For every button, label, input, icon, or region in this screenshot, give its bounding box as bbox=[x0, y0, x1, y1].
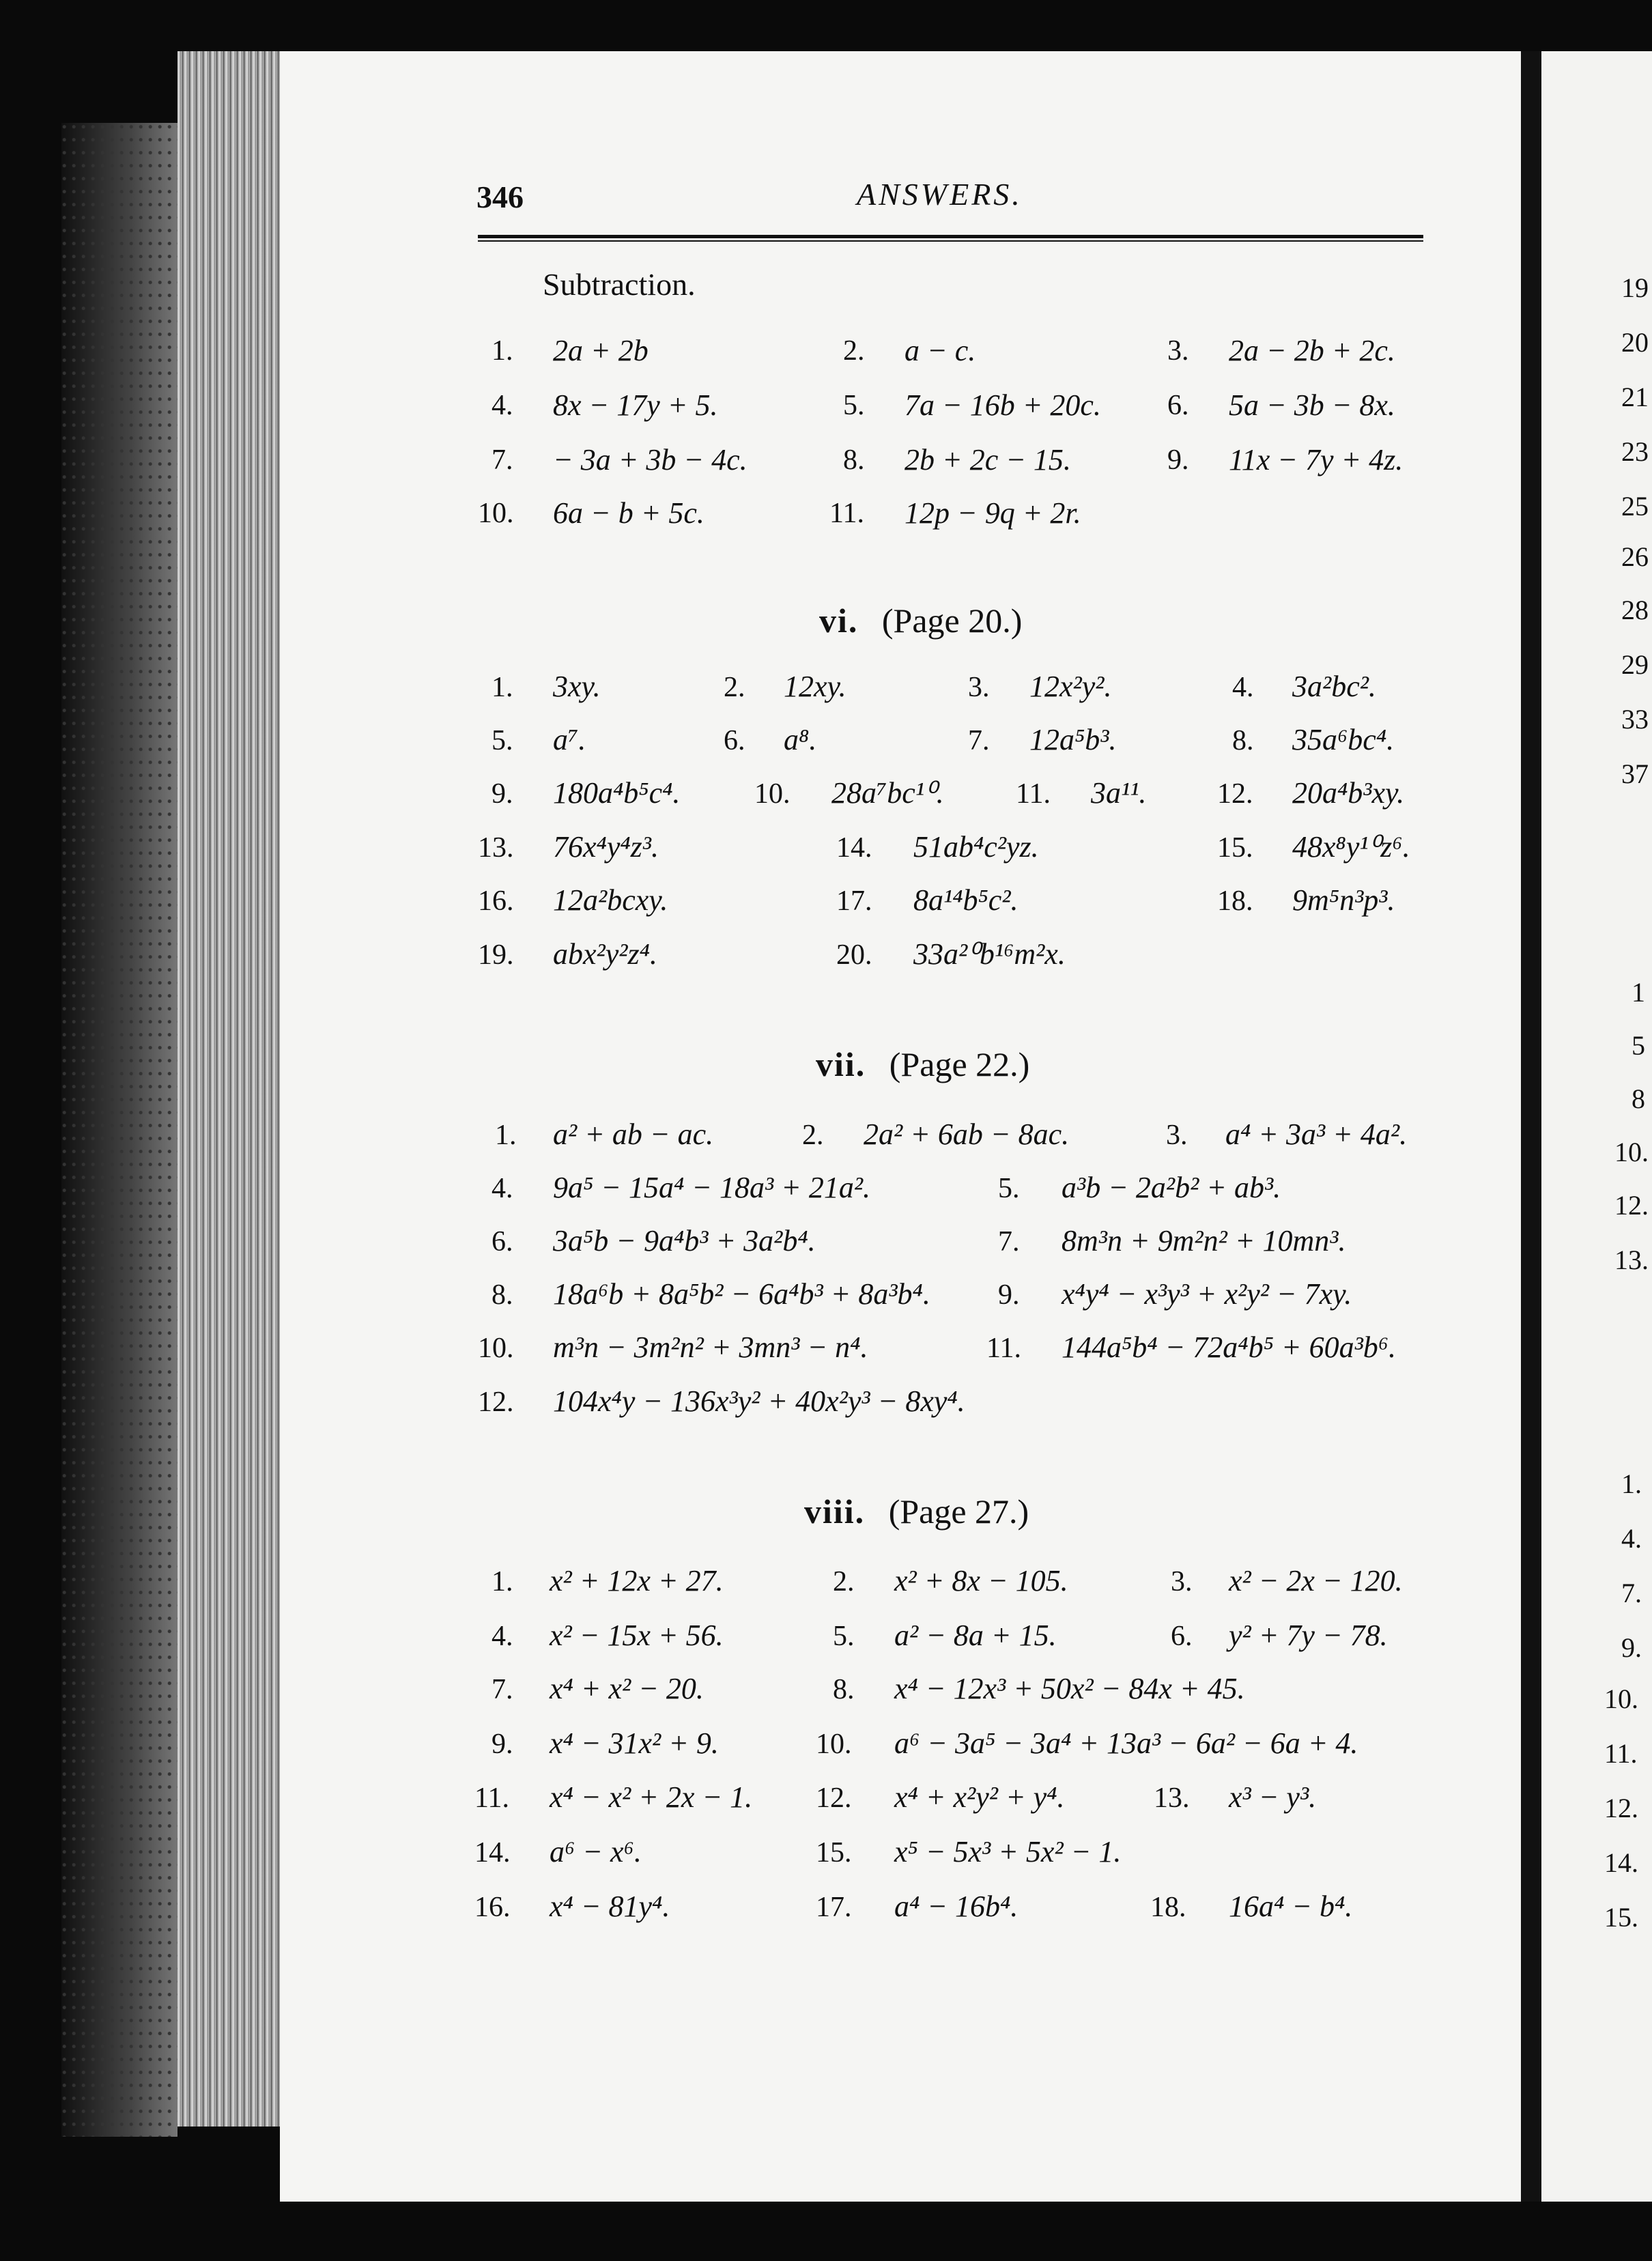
answer-number: 6. bbox=[1167, 390, 1189, 421]
section-page-ref: (Page 27.) bbox=[888, 1492, 1029, 1531]
answer-number: 16. bbox=[474, 1892, 511, 1923]
margin-number: 33 bbox=[1621, 704, 1649, 735]
margin-number: 26 bbox=[1621, 541, 1649, 572]
answer-number: 1. bbox=[495, 1120, 517, 1151]
answer-number: 7. bbox=[492, 1674, 513, 1705]
answer-number: 18. bbox=[1150, 1892, 1186, 1923]
answer-expression: 2b + 2c − 15. bbox=[905, 443, 1071, 477]
answer-expression: x⁴ − x² + 2x − 1. bbox=[550, 1780, 753, 1814]
answer-expression: m³n − 3m²n² + 3mn³ − n⁴. bbox=[553, 1331, 868, 1364]
answer-number: 7. bbox=[968, 725, 990, 756]
margin-number: 7. bbox=[1621, 1578, 1642, 1608]
margin-number: 1. bbox=[1621, 1468, 1642, 1499]
answer-expression: y² + 7y − 78. bbox=[1229, 1619, 1388, 1652]
answer-expression: a⁷. bbox=[553, 723, 586, 756]
answer-number: 2. bbox=[724, 672, 745, 703]
answer-expression: 7a − 16b + 20c. bbox=[905, 388, 1101, 422]
margin-number: 28 bbox=[1621, 595, 1649, 625]
answer-number: 19. bbox=[478, 939, 514, 971]
answer-expression: x² + 12x + 27. bbox=[550, 1564, 724, 1597]
section-heading-viii bbox=[804, 1492, 1029, 1531]
answer-number: 3. bbox=[1167, 335, 1189, 367]
answer-expression: a − c. bbox=[905, 334, 976, 367]
answer-number: 10. bbox=[816, 1729, 852, 1760]
answer-number: 8. bbox=[833, 1674, 855, 1705]
answer-number: 5. bbox=[998, 1173, 1020, 1204]
answer-expression: x² + 8x − 105. bbox=[894, 1564, 1068, 1597]
answer-expression: a⁴ + 3a³ + 4a². bbox=[1225, 1118, 1408, 1151]
answer-number: 12. bbox=[1217, 778, 1253, 810]
answer-number: 8. bbox=[492, 1279, 513, 1311]
answer-number: 12. bbox=[816, 1782, 852, 1814]
answer-expression: 2a + 2b bbox=[553, 334, 649, 367]
answer-expression: x⁵ − 5x³ + 5x² − 1. bbox=[894, 1835, 1122, 1868]
answer-number: 14. bbox=[836, 832, 872, 864]
answer-number: 11. bbox=[986, 1333, 1021, 1364]
answer-number: 8. bbox=[843, 444, 865, 476]
answer-number: 5. bbox=[843, 390, 865, 421]
answer-expression: a⁶ − 3a⁵ − 3a⁴ + 13a³ − 6a² − 6a + 4. bbox=[894, 1726, 1358, 1760]
answer-number: 15. bbox=[1217, 832, 1253, 864]
answer-number: 4. bbox=[492, 1621, 513, 1652]
answer-number: 5. bbox=[833, 1621, 855, 1652]
page-number: 346 bbox=[476, 180, 524, 214]
margin-number: 20 bbox=[1621, 327, 1649, 358]
answer-expression: a⁶ − x⁶. bbox=[550, 1835, 642, 1868]
answer-expression: 12p − 9q + 2r. bbox=[905, 496, 1081, 530]
answer-expression: 3xy. bbox=[553, 670, 601, 703]
answer-expression: 20a⁴b³xy. bbox=[1292, 776, 1405, 810]
answer-number: 5. bbox=[492, 725, 513, 756]
answer-number: 12. bbox=[478, 1387, 514, 1418]
answer-expression: 48x⁸y¹⁰z⁶. bbox=[1292, 830, 1410, 864]
answer-expression: 8a¹⁴b⁵c². bbox=[913, 883, 1019, 917]
answer-expression: 28a⁷bc¹⁰. bbox=[831, 776, 944, 810]
answer-expression: 104x⁴y − 136x³y² + 40x²y³ − 8xy⁴. bbox=[553, 1384, 965, 1418]
answer-expression: 11x − 7y + 4z. bbox=[1229, 443, 1404, 477]
answer-expression: 144a⁵b⁴ − 72a⁴b⁵ + 60a³b⁶. bbox=[1062, 1331, 1397, 1364]
answer-number: 1. bbox=[492, 1566, 513, 1597]
answer-expression: a⁸. bbox=[784, 723, 817, 756]
answer-expression: 3a²bc². bbox=[1292, 670, 1376, 703]
answer-expression: x⁴ + x² − 20. bbox=[550, 1672, 704, 1705]
margin-number: 29 bbox=[1621, 649, 1649, 680]
answer-expression: x⁴ − 12x³ + 50x² − 84x + 45. bbox=[894, 1672, 1245, 1705]
answer-number: 15. bbox=[816, 1837, 852, 1868]
answer-expression: x⁴ − 31x² + 9. bbox=[550, 1726, 719, 1760]
answer-number: 13. bbox=[478, 832, 514, 864]
answer-expression: 35a⁶bc⁴. bbox=[1292, 723, 1395, 756]
answer-number: 4. bbox=[492, 390, 513, 421]
answer-number: 3. bbox=[1171, 1566, 1193, 1597]
answer-number: 11. bbox=[829, 498, 864, 529]
answer-expression: abx²y²z⁴. bbox=[553, 937, 657, 971]
answer-number: 3. bbox=[1166, 1120, 1188, 1151]
answer-number: 13. bbox=[1154, 1782, 1190, 1814]
answer-expression: 3a¹¹. bbox=[1091, 776, 1147, 810]
margin-number: 37 bbox=[1621, 758, 1649, 789]
answer-number: 1. bbox=[492, 672, 513, 703]
answer-number: 20. bbox=[836, 939, 872, 971]
answer-number: 6. bbox=[724, 725, 745, 756]
margin-number: 10. bbox=[1604, 1683, 1638, 1714]
answer-number: 1. bbox=[492, 335, 513, 367]
answer-number: 7. bbox=[492, 444, 513, 476]
header-rule-thin bbox=[478, 240, 1423, 242]
margin-number: 10. bbox=[1614, 1137, 1649, 1167]
answer-expression: x⁴y⁴ − x³y³ + x²y² − 7xy. bbox=[1062, 1277, 1352, 1311]
answer-expression: a² − 8a + 15. bbox=[894, 1619, 1057, 1652]
answer-expression: x⁴ − 81y⁴. bbox=[550, 1890, 670, 1923]
answer-number: 9. bbox=[492, 778, 513, 810]
margin-number: 9. bbox=[1621, 1632, 1642, 1663]
answer-number: 3. bbox=[968, 672, 990, 703]
margin-number: 1 bbox=[1632, 977, 1645, 1008]
margin-number: 25 bbox=[1621, 491, 1649, 522]
answer-number: 9. bbox=[492, 1729, 513, 1760]
answer-number: 2. bbox=[802, 1120, 824, 1151]
margin-number: 5 bbox=[1632, 1030, 1645, 1061]
answer-expression: − 3a + 3b − 4c. bbox=[553, 443, 747, 477]
answer-number: 10. bbox=[478, 1333, 514, 1364]
answer-expression: x³ − y³. bbox=[1229, 1780, 1317, 1814]
answer-expression: 9m⁵n³p³. bbox=[1292, 883, 1395, 917]
answer-expression: 2a² + 6ab − 8ac. bbox=[864, 1118, 1070, 1151]
section-heading-vii bbox=[816, 1044, 1029, 1084]
margin-number: 8 bbox=[1632, 1083, 1645, 1114]
answer-number: 16. bbox=[478, 885, 514, 917]
answer-expression: x⁴ + x²y² + y⁴. bbox=[894, 1780, 1065, 1814]
answer-expression: x² − 15x + 56. bbox=[550, 1619, 724, 1652]
answer-number: 6. bbox=[1171, 1621, 1193, 1652]
section-roman: vii. bbox=[816, 1045, 866, 1083]
answer-expression: 76x⁴y⁴z³. bbox=[553, 830, 659, 864]
answer-number: 9. bbox=[1167, 444, 1189, 476]
section-heading-vi bbox=[819, 601, 1022, 640]
answer-expression: a² + ab − ac. bbox=[553, 1118, 714, 1151]
running-head: ANSWERS. bbox=[857, 177, 1023, 212]
answer-number: 18. bbox=[1217, 885, 1253, 917]
margin-number: 4. bbox=[1621, 1523, 1642, 1554]
subtraction-title: Subtraction. bbox=[543, 267, 696, 302]
answer-expression: 9a⁵ − 15a⁴ − 18a³ + 21a². bbox=[553, 1171, 871, 1204]
section-page-ref: (Page 20.) bbox=[881, 601, 1023, 640]
section-roman: vi. bbox=[819, 601, 859, 640]
answer-number: 14. bbox=[474, 1837, 511, 1868]
answer-number: 9. bbox=[998, 1279, 1020, 1311]
answer-expression: 51ab⁴c²yz. bbox=[913, 830, 1039, 864]
answer-expression: a³b − 2a²b² + ab³. bbox=[1062, 1171, 1281, 1204]
answer-expression: 18a⁶b + 8a⁵b² − 6a⁴b³ + 8a³b⁴. bbox=[553, 1277, 930, 1311]
answer-number: 7. bbox=[998, 1226, 1020, 1257]
margin-number: 11. bbox=[1604, 1738, 1638, 1769]
answer-number: 10. bbox=[478, 498, 514, 529]
answer-expression: 12a²bcxy. bbox=[553, 883, 668, 917]
answer-expression: 12x²y². bbox=[1029, 670, 1112, 703]
answer-number: 2. bbox=[833, 1566, 855, 1597]
answer-number: 2. bbox=[843, 335, 865, 367]
answer-expression: 33a²⁰b¹⁶m²x. bbox=[913, 937, 1066, 971]
answer-expression: 180a⁴b⁵c⁴. bbox=[553, 776, 681, 810]
margin-number: 12. bbox=[1604, 1793, 1638, 1823]
margin-number: 13. bbox=[1614, 1245, 1649, 1275]
answer-expression: 12xy. bbox=[784, 670, 846, 703]
page-gutter bbox=[1521, 51, 1541, 2202]
margin-number: 21 bbox=[1621, 382, 1649, 412]
answer-number: 17. bbox=[836, 885, 872, 917]
page-edges bbox=[177, 51, 287, 2127]
margin-number: 19 bbox=[1621, 272, 1649, 303]
answer-number: 11. bbox=[474, 1782, 509, 1814]
answer-expression: x² − 2x − 120. bbox=[1229, 1564, 1403, 1597]
answer-expression: 2a − 2b + 2c. bbox=[1229, 334, 1395, 367]
answer-number: 10. bbox=[754, 778, 791, 810]
answer-expression: 12a⁵b³. bbox=[1029, 723, 1117, 756]
margin-number: 12. bbox=[1614, 1190, 1649, 1221]
section-roman: viii. bbox=[804, 1492, 866, 1531]
margin-number: 14. bbox=[1604, 1847, 1638, 1878]
answer-expression: 5a − 3b − 8x. bbox=[1229, 388, 1395, 422]
answer-number: 17. bbox=[816, 1892, 852, 1923]
answer-expression: 8m³n + 9m²n² + 10mn³. bbox=[1062, 1224, 1346, 1257]
answer-number: 6. bbox=[492, 1226, 513, 1257]
margin-number: 23 bbox=[1621, 436, 1649, 467]
answer-number: 11. bbox=[1016, 778, 1051, 810]
answer-expression: 8x − 17y + 5. bbox=[553, 388, 718, 422]
answer-expression: 16a⁴ − b⁴. bbox=[1229, 1890, 1353, 1923]
book-edge-shadow bbox=[61, 123, 177, 2137]
facing-page-fragment bbox=[1541, 51, 1652, 2202]
answer-number: 4. bbox=[1232, 672, 1254, 703]
answer-expression: 6a − b + 5c. bbox=[553, 496, 704, 530]
answer-expression: 3a⁵b − 9a⁴b³ + 3a²b⁴. bbox=[553, 1224, 816, 1257]
header-rule bbox=[478, 235, 1423, 238]
margin-number: 15. bbox=[1604, 1902, 1638, 1933]
section-page-ref: (Page 22.) bbox=[889, 1045, 1030, 1083]
answer-number: 4. bbox=[492, 1173, 513, 1204]
answer-expression: a⁴ − 16b⁴. bbox=[894, 1890, 1019, 1923]
answer-number: 8. bbox=[1232, 725, 1254, 756]
